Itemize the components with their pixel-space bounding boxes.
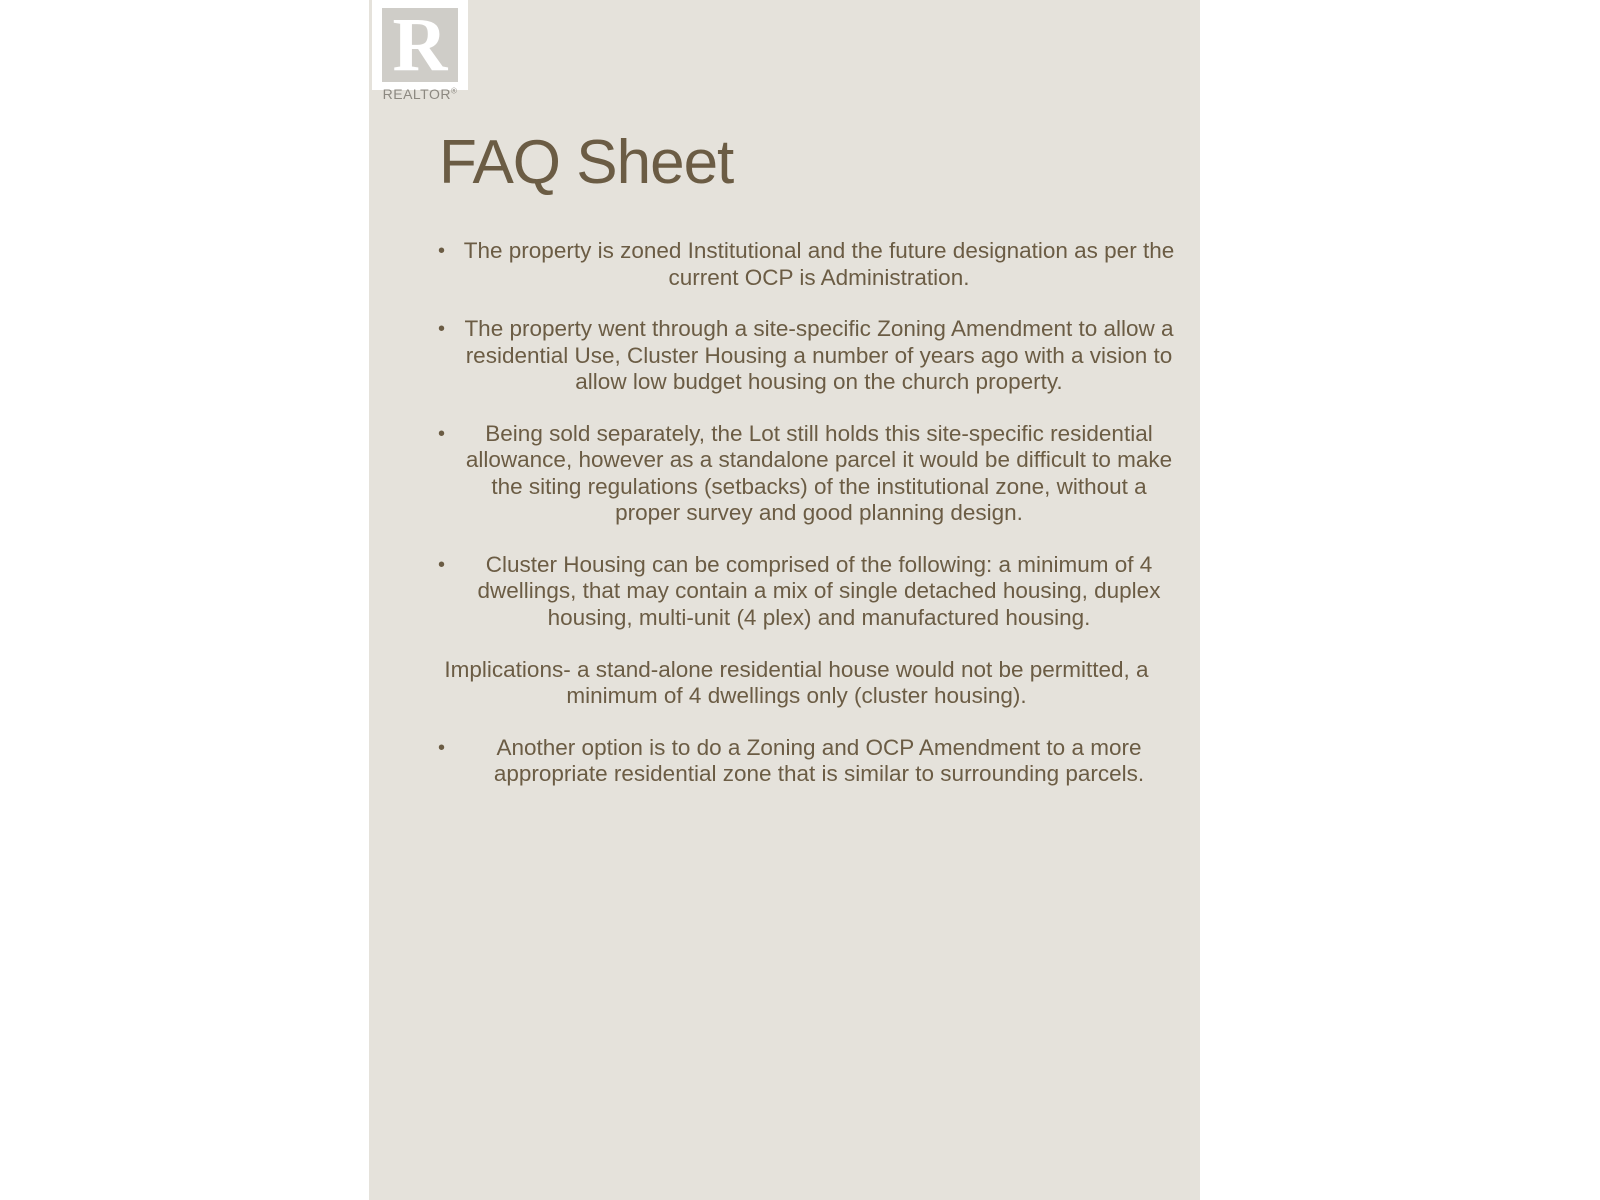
- logo-wordmark-text: REALTOR: [382, 86, 451, 102]
- document-page: [369, 0, 1200, 1200]
- realtor-logo: [372, 0, 468, 108]
- logo-wordmark: [372, 86, 468, 102]
- list-item: • Another option is to do a Zoning and OCP Amendment to a more appropriate residential zone that is similar to surrounding parcels.: [405, 735, 1180, 788]
- list-item: • The property went through a site-specific Zoning Amendment to allow a residential Use, Cluster Housing a number of years ago with a vision to allow low budget housing on the church property.: [405, 316, 1180, 396]
- page-title: FAQ Sheet: [439, 127, 734, 197]
- faq-content: [405, 238, 1180, 813]
- faq-bullet-list: [405, 238, 1180, 632]
- faq-bullet-list-final: [405, 735, 1180, 788]
- logo-r-letter: R: [392, 3, 448, 87]
- logo-trademark-symbol: ®: [450, 86, 458, 96]
- list-item: • Cluster Housing can be comprised of the following: a minimum of 4 dwellings, that may contain a mix of single detached housing, duplex housing, multi-unit (4 plex) and manufactured housing.: [405, 552, 1180, 632]
- list-item: • The property is zoned Institutional and the future designation as per the current OCP is Administration.: [405, 238, 1180, 291]
- implications-note: Implications- a stand-alone residential house would not be permitted, a minimum of 4 dwellings only (cluster housing).: [444, 656, 1149, 709]
- list-item: • Being sold separately, the Lot still holds this site-specific residential allowance, however as a standalone parcel it would be difficult to make the siting regulations (setbacks) of the institutional zone, without a proper survey and good planning design.: [405, 421, 1180, 527]
